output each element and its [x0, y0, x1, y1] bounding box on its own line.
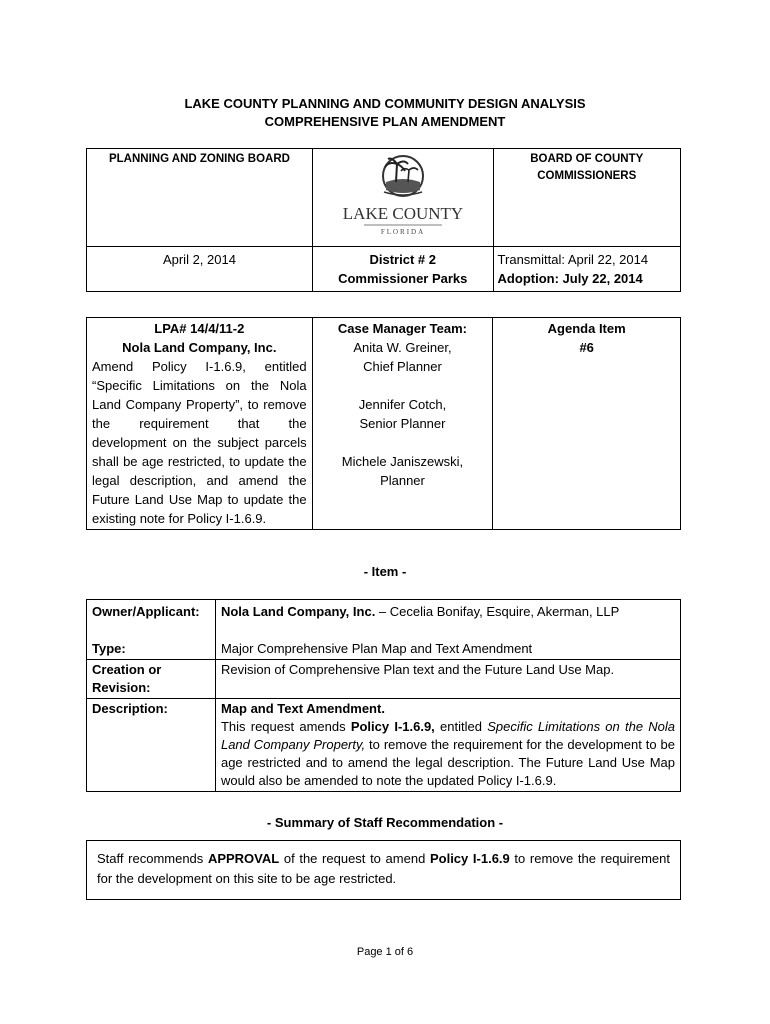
- dates-cell: [493, 247, 680, 292]
- lpa-description: Amend Policy I-1.6.9, entitled “Specific Limitations on the Nola Land Company Property”, to remove the requirement that the development on the subject parcels shall be age restricted, to update the legal description, and amend the Future Land Use Map to update the existing note for Policy I-1.6.9.: [92, 359, 307, 526]
- type-label: Type:: [92, 641, 126, 656]
- bcc-label: BOARD OF COUNTY COMMISSIONERS: [530, 153, 644, 182]
- case-manager-title: Case Manager Team:: [337, 321, 468, 336]
- pz-board-cell: [87, 149, 313, 247]
- case-manager-cell: [312, 318, 493, 530]
- agenda-label: Agenda Item: [547, 321, 626, 336]
- staff-recommendation-box: Staff recommends APPROVAL of the request to amend Policy I-1.6.9 to remove the requirement for the development on this site to be age restricted.: [86, 840, 681, 900]
- palm-tree-emblem-icon: [383, 156, 423, 196]
- lpa-table: [86, 317, 681, 530]
- transmittal-date: Transmittal: April 22, 2014: [497, 252, 649, 267]
- agenda-number: #6: [579, 340, 594, 355]
- owner-label: Owner/Applicant:: [92, 604, 200, 619]
- member-3-role: Planner: [380, 473, 425, 488]
- member-2-role: Senior Planner: [359, 416, 446, 431]
- type-value: Major Comprehensive Plan Map and Text Amendment: [220, 641, 533, 656]
- creation-value: Revision of Comprehensive Plan text and the Future Land Use Map.: [220, 662, 615, 677]
- item-table: [86, 599, 681, 792]
- owner-value: [221, 603, 675, 621]
- lake-county-logo: [342, 152, 464, 238]
- logo-subtitle: FLORIDA: [380, 228, 425, 236]
- item-section-title: - Item -: [363, 564, 407, 579]
- summary-section-title: - Summary of Staff Recommendation -: [266, 815, 504, 830]
- adoption-date: Adoption: July 22, 2014: [497, 271, 643, 286]
- district: District # 2: [369, 252, 436, 267]
- member-2-name: Jennifer Cotch,: [358, 397, 447, 412]
- lpa-number: LPA# 14/4/11-2: [154, 321, 245, 336]
- description-policy: Policy I-1.6.9,: [350, 719, 435, 734]
- commissioner: Commissioner Parks: [338, 271, 468, 286]
- agenda-cell: [493, 318, 681, 530]
- pz-date-cell: [87, 247, 313, 292]
- pz-board-label: PLANNING AND ZONING BOARD: [108, 153, 290, 165]
- description-heading: Map and Text Amendment.: [220, 701, 385, 716]
- description-value-cell: [215, 699, 680, 792]
- owner-type-label-cell: [87, 600, 216, 660]
- description-label: Description:: [92, 701, 168, 716]
- logo-title: LAKE COUNTY: [342, 204, 463, 223]
- member-3-name: Michele Janiszewski,: [341, 454, 464, 469]
- summary-policy: Policy I-1.6.9: [429, 851, 510, 866]
- document-title: [0, 95, 770, 131]
- title-line-2: COMPREHENSIVE PLAN AMENDMENT: [264, 114, 506, 129]
- approval-text: APPROVAL: [207, 851, 280, 866]
- header-info-table: [86, 148, 681, 292]
- lpa-company: Nola Land Company, Inc.: [122, 340, 277, 355]
- district-cell: [312, 247, 493, 292]
- bcc-cell: [493, 149, 680, 247]
- owner-rest: – Cecelia Bonifay, Esquire, Akerman, LLP: [375, 604, 620, 619]
- member-1-role: Chief Planner: [363, 359, 442, 374]
- owner-company: Nola Land Company, Inc.: [220, 604, 376, 619]
- description-italic-title: Specific Limitations on the Nola Land Company Property,: [220, 719, 676, 752]
- creation-value-cell: [215, 660, 680, 699]
- description-label-cell: [87, 699, 216, 792]
- member-1-name: Anita W. Greiner,: [353, 340, 452, 355]
- creation-label-cell: Creation or Revision:: [87, 660, 216, 699]
- owner-type-value-cell: [215, 600, 680, 660]
- pz-date: April 2, 2014: [162, 252, 236, 267]
- title-line-1: LAKE COUNTY PLANNING AND COMMUNITY DESIGN ANALYSIS: [184, 96, 586, 111]
- logo-cell: [312, 149, 493, 247]
- page-number: Page 1 of 6: [356, 946, 414, 958]
- lpa-cell: [87, 318, 313, 530]
- description-text: This request amends Policy I-1.6.9, entitled Specific Limitations on the Nola Land Company Property, to remove the requirement for the development to be age restricted and to amend the legal description. The Future Land Use Map would also be amended to note the updated Policy I-1.6.9.: [220, 719, 676, 788]
